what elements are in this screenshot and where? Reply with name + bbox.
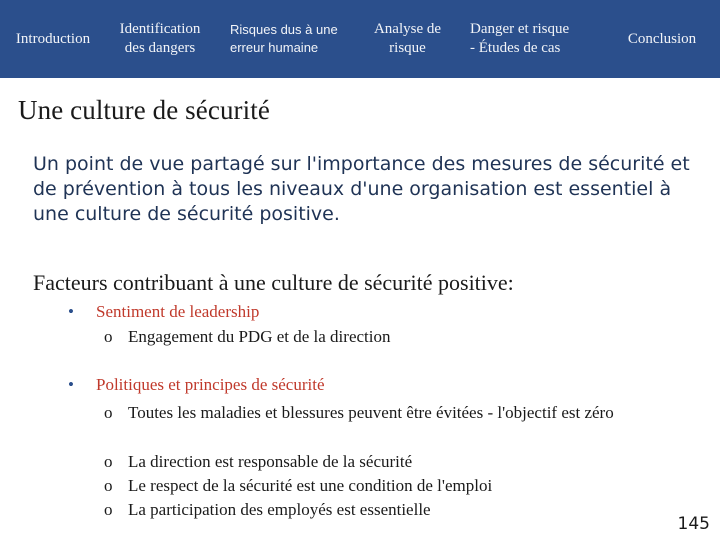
sub-item-text: Toutes les maladies et blessures peuvent être évitées - l'objectif est zéro — [128, 403, 614, 422]
sub-item-marker: o — [104, 476, 113, 495]
nav-tab-label: Identification des dangers — [119, 21, 201, 56]
nav-tab-conclusion[interactable] — [612, 0, 712, 78]
sub-item-marker: o — [104, 500, 113, 519]
top-navigation-bar — [0, 0, 720, 78]
bullet-marker: • — [68, 302, 74, 321]
sub-item — [104, 474, 704, 497]
bullet-item-politiques — [68, 375, 325, 395]
sub-item — [104, 498, 704, 521]
sub-item-text: La direction est responsable de la sécurité — [128, 452, 413, 471]
sub-item — [104, 325, 704, 348]
sub-item-text: Engagement du PDG et de la direction — [128, 327, 391, 346]
nav-tab-identification-dangers[interactable] — [104, 0, 216, 78]
sub-item — [104, 450, 704, 473]
nav-tab-label: Danger et risque - Études de cas — [470, 21, 570, 56]
nav-tab-introduction[interactable] — [4, 0, 102, 78]
sub-item-text: La participation des employés est essentielle — [128, 500, 431, 519]
nav-tab-label: Conclusion — [627, 30, 697, 47]
bullet-marker: • — [68, 375, 74, 394]
bullet-item-leadership — [68, 302, 259, 322]
intro-paragraph: Un point de vue partagé sur l'importance des mesures de sécurité et de prévention à tous les niveaux d'une organisation est essentiel à une culture de sécurité positive. — [33, 153, 690, 225]
sub-item — [104, 401, 694, 424]
nav-tab-etudes-de-cas[interactable] — [470, 0, 600, 78]
nav-tab-label: Analyse de risque — [373, 21, 442, 56]
nav-tab-label: Introduction — [15, 30, 91, 47]
sub-item-marker: o — [104, 452, 113, 471]
nav-tab-risques-erreur-humaine[interactable] — [230, 0, 355, 78]
nav-tab-analyse-risque[interactable] — [360, 0, 455, 78]
sub-item-marker: o — [104, 403, 113, 422]
sub-item-marker: o — [104, 327, 113, 346]
sub-item-text: Le respect de la sécurité est une condition de l'emploi — [128, 476, 493, 495]
page-number: 145 — [677, 514, 710, 534]
slide-title: Une culture de sécurité — [18, 95, 270, 125]
bullet-label: Sentiment de leadership — [96, 302, 260, 321]
nav-tab-label: Risques dus à une erreur humaine — [230, 22, 338, 55]
bullet-label: Politiques et principes de sécurité — [96, 375, 325, 394]
factors-heading: Facteurs contribuant à une culture de sécurité positive: — [33, 270, 514, 295]
